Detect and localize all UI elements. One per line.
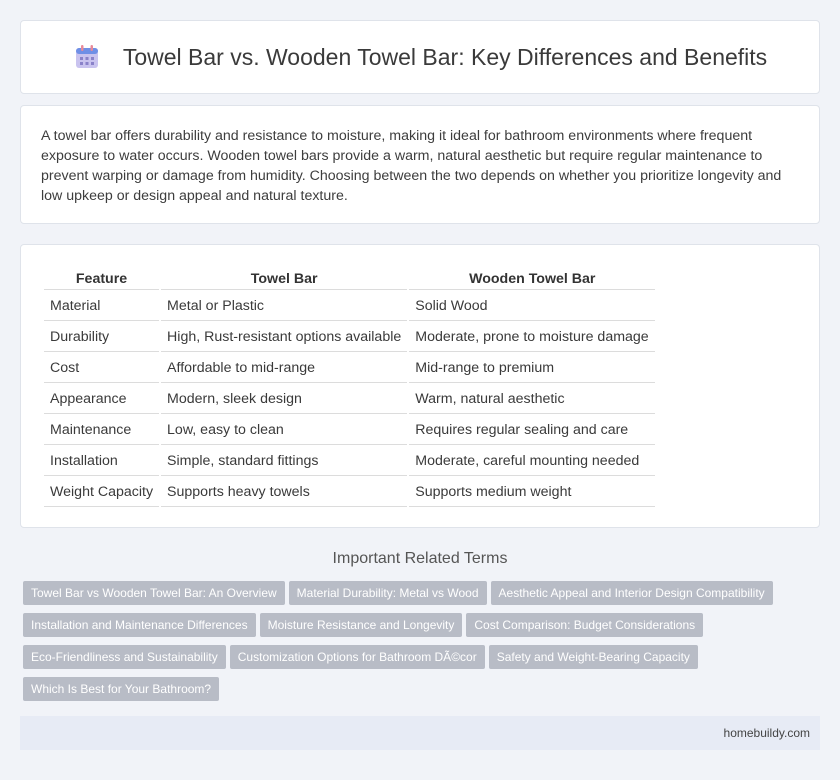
header-feature: Feature <box>44 267 159 290</box>
feature-cell: Durability <box>44 323 159 352</box>
table-row <box>44 416 655 445</box>
comparison-table <box>42 265 657 509</box>
related-tag-cost[interactable]: Cost Comparison: Budget Considerations <box>466 613 703 637</box>
intro-text: A towel bar offers durability and resistance to moisture, making it ideal for bathroom environments where frequent exposure to water occurs. Wooden towel bars provide a warm, natural aesthetic but require regular maintenance to prevent warping or damage from humidity. Choosing between the two depends on whether you prioritize longevity and low upkeep or design appeal and natural texture. <box>41 128 782 204</box>
related-tag-overview[interactable]: Towel Bar vs Wooden Towel Bar: An Overview <box>23 581 285 605</box>
footer-site[interactable]: homebuildy.com <box>723 726 810 740</box>
related-tag-customization[interactable]: Customization Options for Bathroom DÃ©cor <box>230 645 485 669</box>
related-terms-title: Important Related Terms <box>332 550 508 567</box>
feature-cell: Weight Capacity <box>44 478 159 507</box>
feature-cell: Cost <box>44 354 159 383</box>
wooden-towel-bar-cell: Moderate, careful mounting needed <box>409 447 655 476</box>
table-row <box>44 478 655 507</box>
towel-bar-cell: Low, easy to clean <box>161 416 407 445</box>
wooden-towel-bar-cell: Moderate, prone to moisture damage <box>409 323 655 352</box>
wooden-towel-bar-cell: Solid Wood <box>409 292 655 321</box>
comparison-card <box>20 244 820 528</box>
table-row <box>44 292 655 321</box>
intro-card <box>20 105 820 224</box>
calendar-icon <box>73 43 101 71</box>
wooden-towel-bar-cell: Supports medium weight <box>409 478 655 507</box>
towel-bar-cell: Supports heavy towels <box>161 478 407 507</box>
feature-cell: Installation <box>44 447 159 476</box>
wooden-towel-bar-cell: Requires regular sealing and care <box>409 416 655 445</box>
footer <box>20 716 820 750</box>
title-card <box>20 20 820 94</box>
towel-bar-cell: Affordable to mid-range <box>161 354 407 383</box>
related-tag-moisture[interactable]: Moisture Resistance and Longevity <box>260 613 463 637</box>
wooden-towel-bar-cell: Warm, natural aesthetic <box>409 385 655 414</box>
wooden-towel-bar-cell: Mid-range to premium <box>409 354 655 383</box>
related-tag-safety[interactable]: Safety and Weight-Bearing Capacity <box>489 645 698 669</box>
header-towel-bar: Towel Bar <box>161 267 407 290</box>
table-row <box>44 323 655 352</box>
related-tag-aesthetic[interactable]: Aesthetic Appeal and Interior Design Compatibility <box>491 581 773 605</box>
related-tag-eco[interactable]: Eco-Friendliness and Sustainability <box>23 645 226 669</box>
header-wooden-towel-bar: Wooden Towel Bar <box>409 267 655 290</box>
towel-bar-cell: Metal or Plastic <box>161 292 407 321</box>
table-row <box>44 354 655 383</box>
related-terms-tags <box>23 581 813 709</box>
feature-cell: Maintenance <box>44 416 159 445</box>
towel-bar-cell: High, Rust-resistant options available <box>161 323 407 352</box>
table-row <box>44 385 655 414</box>
feature-cell: Material <box>44 292 159 321</box>
feature-cell: Appearance <box>44 385 159 414</box>
related-tag-best[interactable]: Which Is Best for Your Bathroom? <box>23 677 219 701</box>
related-tag-durability[interactable]: Material Durability: Metal vs Wood <box>289 581 487 605</box>
page-title: Towel Bar vs. Wooden Towel Bar: Key Differences and Benefits <box>122 43 768 70</box>
table-header-row <box>44 267 655 290</box>
towel-bar-cell: Modern, sleek design <box>161 385 407 414</box>
towel-bar-cell: Simple, standard fittings <box>161 447 407 476</box>
table-row <box>44 447 655 476</box>
related-tag-installation[interactable]: Installation and Maintenance Differences <box>23 613 256 637</box>
